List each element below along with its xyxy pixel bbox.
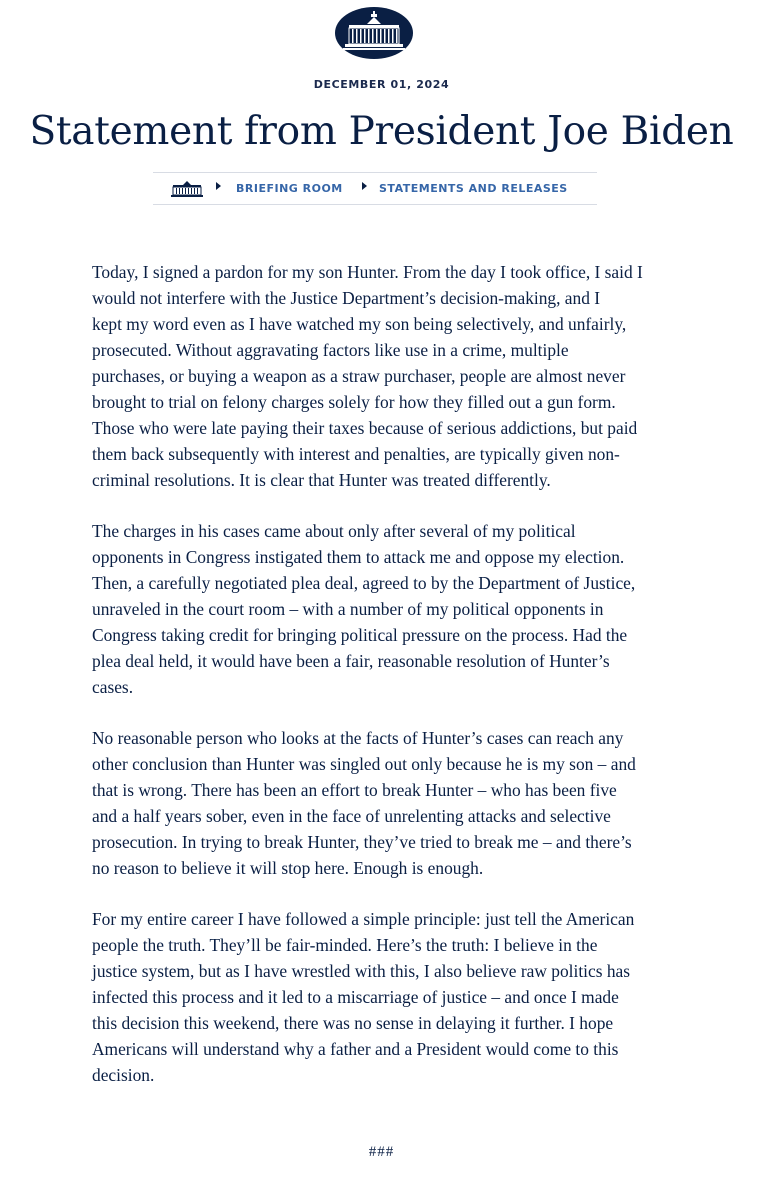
breadcrumb-statements-and-releases[interactable]: STATEMENTS AND RELEASES — [379, 182, 568, 195]
chevron-right-icon — [216, 182, 221, 190]
chevron-right-icon — [362, 182, 367, 190]
body-paragraph: Today, I signed a pardon for my son Hunter. From the day I took office, I said I would not interfere with the Justice Department’s decision-making, and I kept my word even as I have watched my son being selectively, and unfairly, prosecuted. Without aggravating factors like use in a crime, multiple purchases, or buying a weapon as a straw purchaser, people are almost never brought to trial on felony charges solely for how they filled out a gun form. Those who were late paying their taxes because of serious addictions, but paid them back subsequently with interest and penalties, are typically given non- criminal resolutions. It is clear that Hunter was treated differently. — [92, 262, 643, 490]
white-house-icon[interactable] — [171, 179, 203, 199]
breadcrumb — [153, 172, 597, 205]
body-paragraph: No reasonable person who looks at the facts of Hunter’s cases can reach any other conclusion than Hunter was singled out only because he is my son – and that is wrong. There has been an effort to break Hunter – who has been five and a half years sober, even in the face of unrelenting attacks and selective prosecution. In trying to break Hunter, they’ve tried to break me – and there’s no reason to believe it will stop here. Enough is enough. — [92, 728, 636, 878]
body-paragraph: For my entire career I have followed a simple principle: just tell the American people the truth. They’ll be fair-minded. Here’s the truth: I believe in the justice system, but as I have wrestled with this, I also believe raw politics has infected this process and it led to a miscarriage of justice – and once I made this decision this weekend, there was no sense in delaying it further. I hope Americans will understand why a father and a President would come to this decision. — [92, 909, 635, 1085]
white-house-seal-icon[interactable] — [335, 7, 413, 59]
page-title: Statement from President Joe Biden — [29, 109, 734, 154]
end-mark: ### — [368, 1144, 395, 1160]
statement-body — [92, 259, 672, 1113]
body-paragraph: The charges in his cases came about only after several of my political opponents in Congress instigated them to attack me and oppose my election. Then, a carefully negotiated plea deal, agreed to by the Department of Justice, unraveled in the court room – with a number of my political opponents in Congress taking credit for bringing political pressure on the process. Had the plea deal held, it would have been a fair, reasonable resolution of Hunter’s cases. — [92, 521, 636, 697]
publish-date: DECEMBER 01, 2024 — [313, 78, 450, 91]
breadcrumb-briefing-room[interactable]: BRIEFING ROOM — [236, 182, 343, 195]
